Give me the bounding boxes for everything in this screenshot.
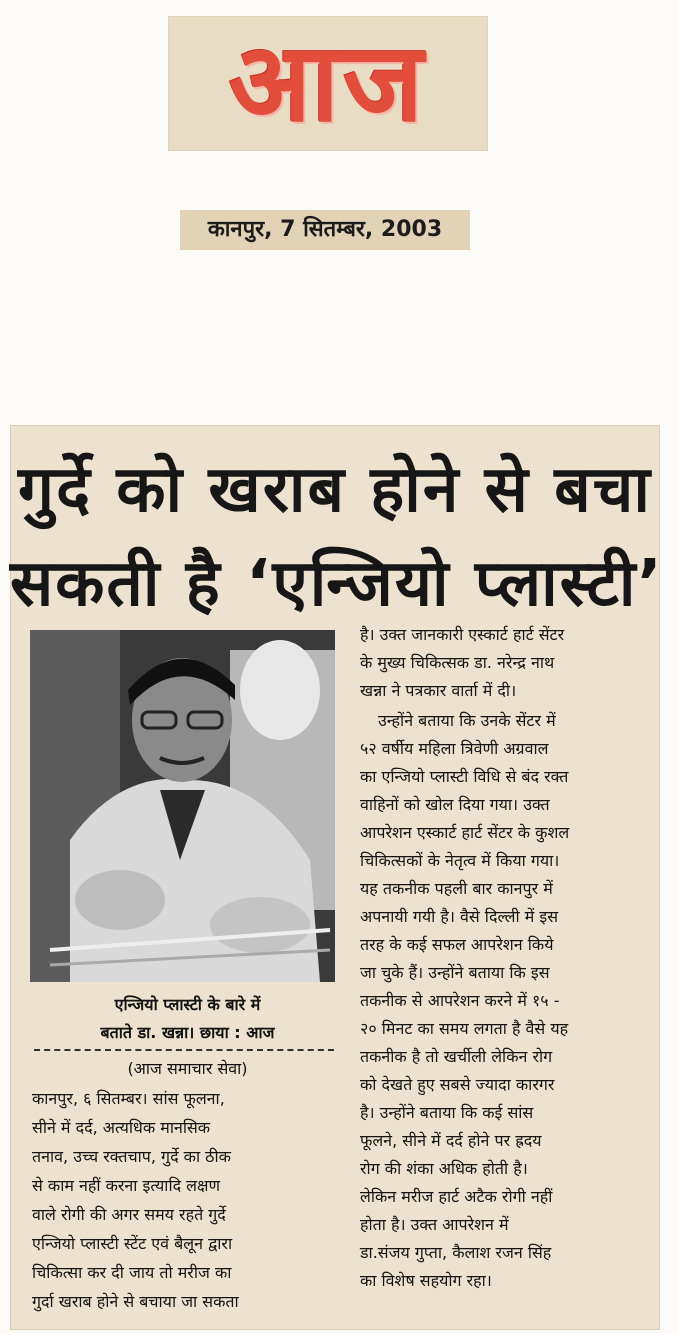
news-agency-credit: (आज समाचार सेवा) bbox=[127, 1059, 248, 1078]
photo-caption-line-2: बताते डा. खन्ना। छाया : आज bbox=[100, 1023, 275, 1042]
right-column-line: लेकिन मरीज हार्ट अटैक रोगी नहीं bbox=[360, 1187, 553, 1206]
right-column-line: फूलने, सीने में दर्द होने पर ह्रदय bbox=[360, 1131, 542, 1150]
right-column-line: है। उन्होंने बताया कि कई सांस bbox=[360, 1103, 534, 1122]
headline-line-2: सकती है ‘एन्जियो प्लास्टी’ bbox=[10, 547, 664, 621]
right-column-line: यह तकनीक पहली बार कानपुर में bbox=[360, 879, 553, 898]
right-column-line: २० मिनट का समय लगता है वैसे यह bbox=[360, 1019, 569, 1038]
left-column-line: सीने में दर्द, अत्यधिक मानसिक bbox=[32, 1118, 211, 1137]
right-column-line: आपरेशन एस्कार्ट हार्ट सेंटर के कुशल bbox=[360, 823, 570, 842]
left-column-line: गुर्दा खराब होने से बचाया जा सकता bbox=[32, 1292, 239, 1311]
caption-divider bbox=[34, 1049, 334, 1051]
left-column-line: चिकित्सा कर दी जाय तो मरीज का bbox=[32, 1263, 232, 1282]
right-column-line: का एन्जियो प्लास्टी विधि से बंद रक्त bbox=[360, 767, 569, 786]
right-column-line: उन्होंने बताया कि उनके सेंटर में bbox=[378, 711, 556, 730]
right-column-line: वाहिनों को खोल दिया गया। उक्त bbox=[360, 795, 550, 814]
left-column-line: से काम नहीं करना इत्यादि लक्षण bbox=[32, 1176, 221, 1195]
right-column-line: के मुख्य चिकित्सक डा. नरेन्द्र नाथ bbox=[360, 653, 555, 672]
headline-line-1: गुर्दे को खराब होने से बचा bbox=[18, 453, 652, 527]
right-column-line: डा.संजय गुप्ता, कैलाश रजन सिंह bbox=[360, 1243, 552, 1262]
right-column-line: अपनायी गयी है। वैसे दिल्ली में इस bbox=[360, 907, 559, 926]
left-column-line: कानपुर, ६ सितम्बर। सांस फूलना, bbox=[32, 1089, 225, 1108]
right-column-line: चिकित्सकों के नेतृत्व में किया गया। bbox=[360, 851, 560, 870]
right-column-line: का विशेष सहयोग रहा। bbox=[360, 1271, 492, 1290]
right-column-line: ५२ वर्षीय महिला त्रिवेणी अग्रवाल bbox=[360, 739, 549, 758]
left-column-line: एन्जियो प्लास्टी स्टेंट एवं बैलून द्वारा bbox=[32, 1234, 233, 1253]
right-column-line: होता है। उक्त आपरेशन में bbox=[360, 1215, 509, 1234]
right-column-line: रोग की शंका अधिक होती है। bbox=[360, 1159, 528, 1178]
right-column-line: को देखते हुए सबसे ज्यादा कारगर bbox=[360, 1075, 555, 1094]
dateline: कानपुर, 7 सितम्बर, 2003 bbox=[180, 210, 470, 250]
left-column-line: तनाव, उच्च रक्तचाप, गुर्दे का ठीक bbox=[32, 1147, 231, 1166]
right-column-line: खन्ना ने पत्रकार वार्ता में दी। bbox=[360, 681, 517, 700]
right-column-line: तरह के कई सफल आपरेशन किये bbox=[360, 935, 554, 954]
right-column-line: तकनीक है तो खर्चीली लेकिन रोग bbox=[360, 1047, 553, 1066]
person-photo-illustration bbox=[30, 630, 335, 982]
right-column-line: जा चुके हैं। उन्होंने बताया कि इस bbox=[360, 963, 550, 982]
left-column-line: वाले रोगी की अगर समय रहते गुर्दे bbox=[32, 1205, 226, 1224]
right-column-line: है। उक्त जानकारी एस्कार्ट हार्ट सेंटर bbox=[360, 625, 565, 644]
newspaper-masthead bbox=[168, 16, 488, 151]
article-photo bbox=[30, 630, 335, 982]
article-clipping bbox=[10, 425, 664, 1330]
newspaper-logo: आज bbox=[228, 21, 428, 146]
right-column-line: तकनीक से आपरेशन करने में १५ - bbox=[360, 991, 560, 1010]
photo-caption-line-1: एन्जियो प्लास्टी के बारे में bbox=[114, 995, 261, 1014]
